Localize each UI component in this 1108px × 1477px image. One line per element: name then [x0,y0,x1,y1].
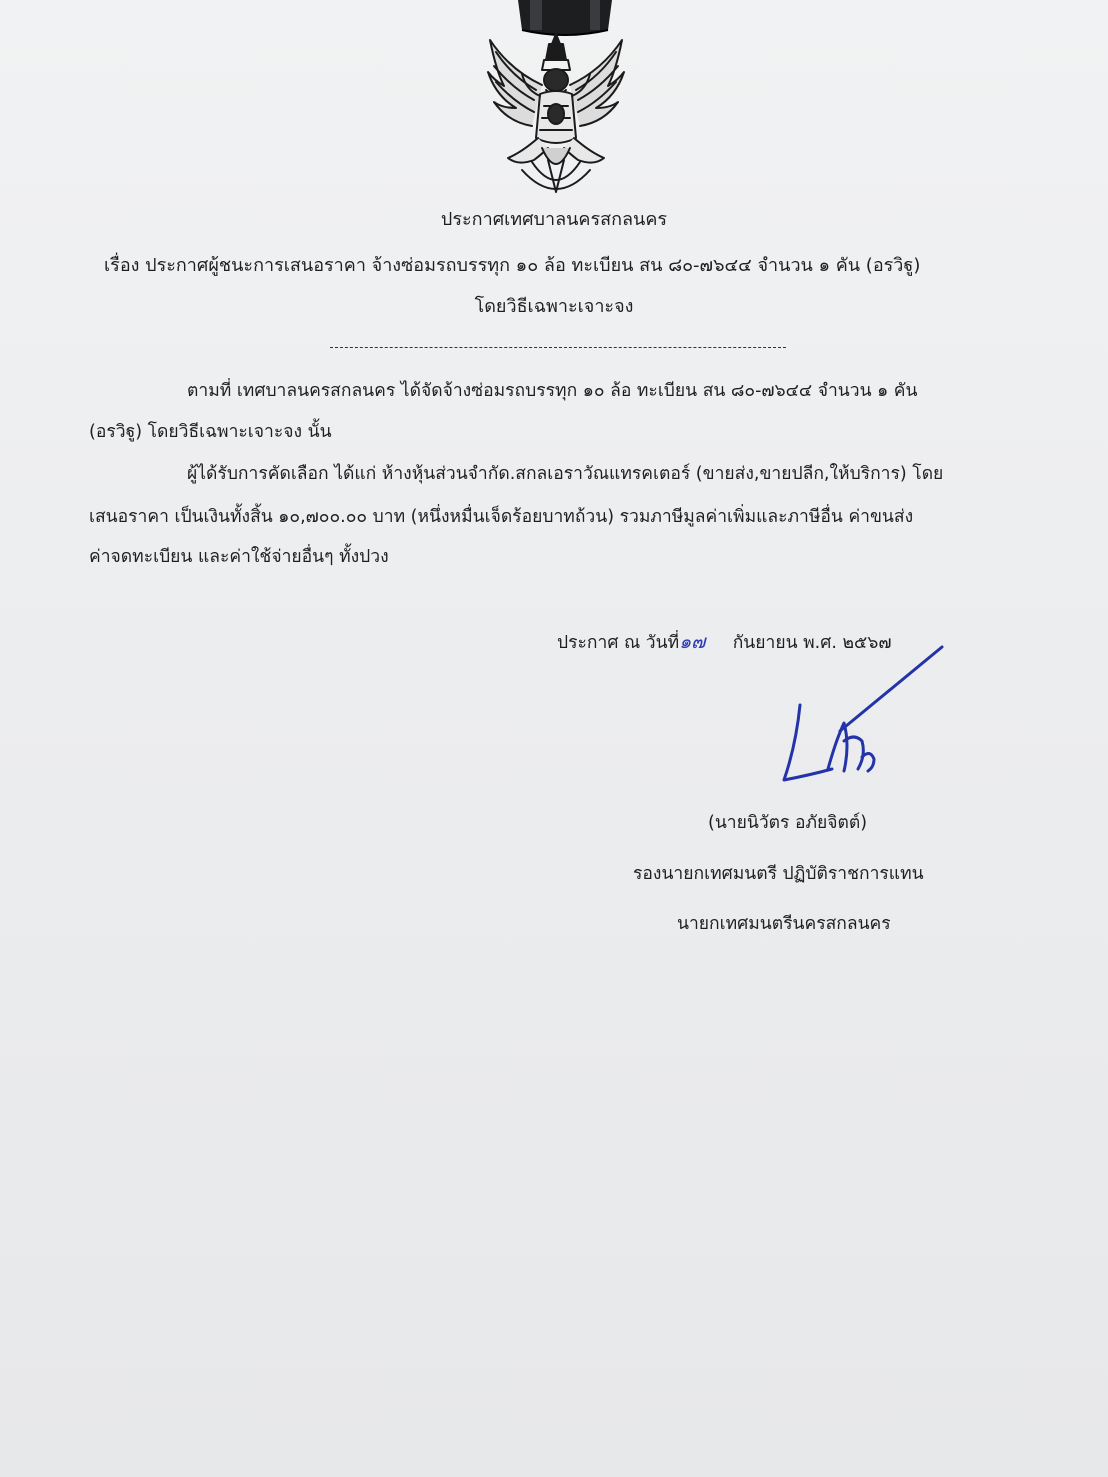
date-prefix: ประกาศ ณ วันที่ [557,633,680,653]
procurement-method: โดยวิธีเฉพาะเจาะจง [474,296,634,317]
separator-line [330,347,786,348]
signatory-position: รองนายกเทศมนตรี ปฏิบัติราชการแทน [633,864,924,884]
signatory-name: (นายนิวัตร อภัยจิตต์) [708,813,868,833]
garuda-emblem-icon [482,30,630,200]
announcement-title: ประกาศเทศบาลนครสกลนคร [440,209,668,230]
paragraph-2-line-2: เสนอราคา เป็นเงินทั้งสิ้น ๑๐,๗๐๐.๐๐ บาท (หนึ่งหมื่นเจ็ดร้อยบาทถ้วน) รวมภาษีมูลค่าเพิ่มและภาษีอื่น ค่าขนส่ง [89,507,914,527]
date-month-year: กันยายน พ.ศ. ๒๕๖๗ [732,633,892,653]
paragraph-1-line-2: (อรวิฐู) โดยวิธีเฉพาะเจาะจง นั้น [89,422,332,442]
paragraph-1-line-1: ตามที่ เทศบาลนครสกลนคร ได้จัดจ้างซ่อมรถบรรทุก ๑๐ ล้อ ทะเบียน สน ๘๐-๗๖๔๔ จำนวน ๑ คัน [187,381,918,401]
paragraph-2-line-1: ผู้ได้รับการคัดเลือก ได้แก่ ห้างหุ้นส่วนจำกัด.สกลเอราวัณแทรคเตอร์ (ขายส่ง,ขายปลีก,ให้บริการ) โดย [187,464,944,484]
announcement-subject: เรื่อง ประกาศผู้ชนะการเสนอราคา จ้างซ่อมรถบรรทุก ๑๐ ล้อ ทะเบียน สน ๘๐-๗๖๔๔ จำนวน ๑ คัน (อรวิฐู) [104,255,921,276]
signatory-office: นายกเทศมนตรีนครสกลนคร [677,914,891,934]
paragraph-2-line-3: ค่าจดทะเบียน และค่าใช้จ่ายอื่นๆ ทั้งปวง [89,547,389,567]
handwritten-signature-icon [770,645,945,795]
handwritten-day: ๑๗ [679,631,706,653]
